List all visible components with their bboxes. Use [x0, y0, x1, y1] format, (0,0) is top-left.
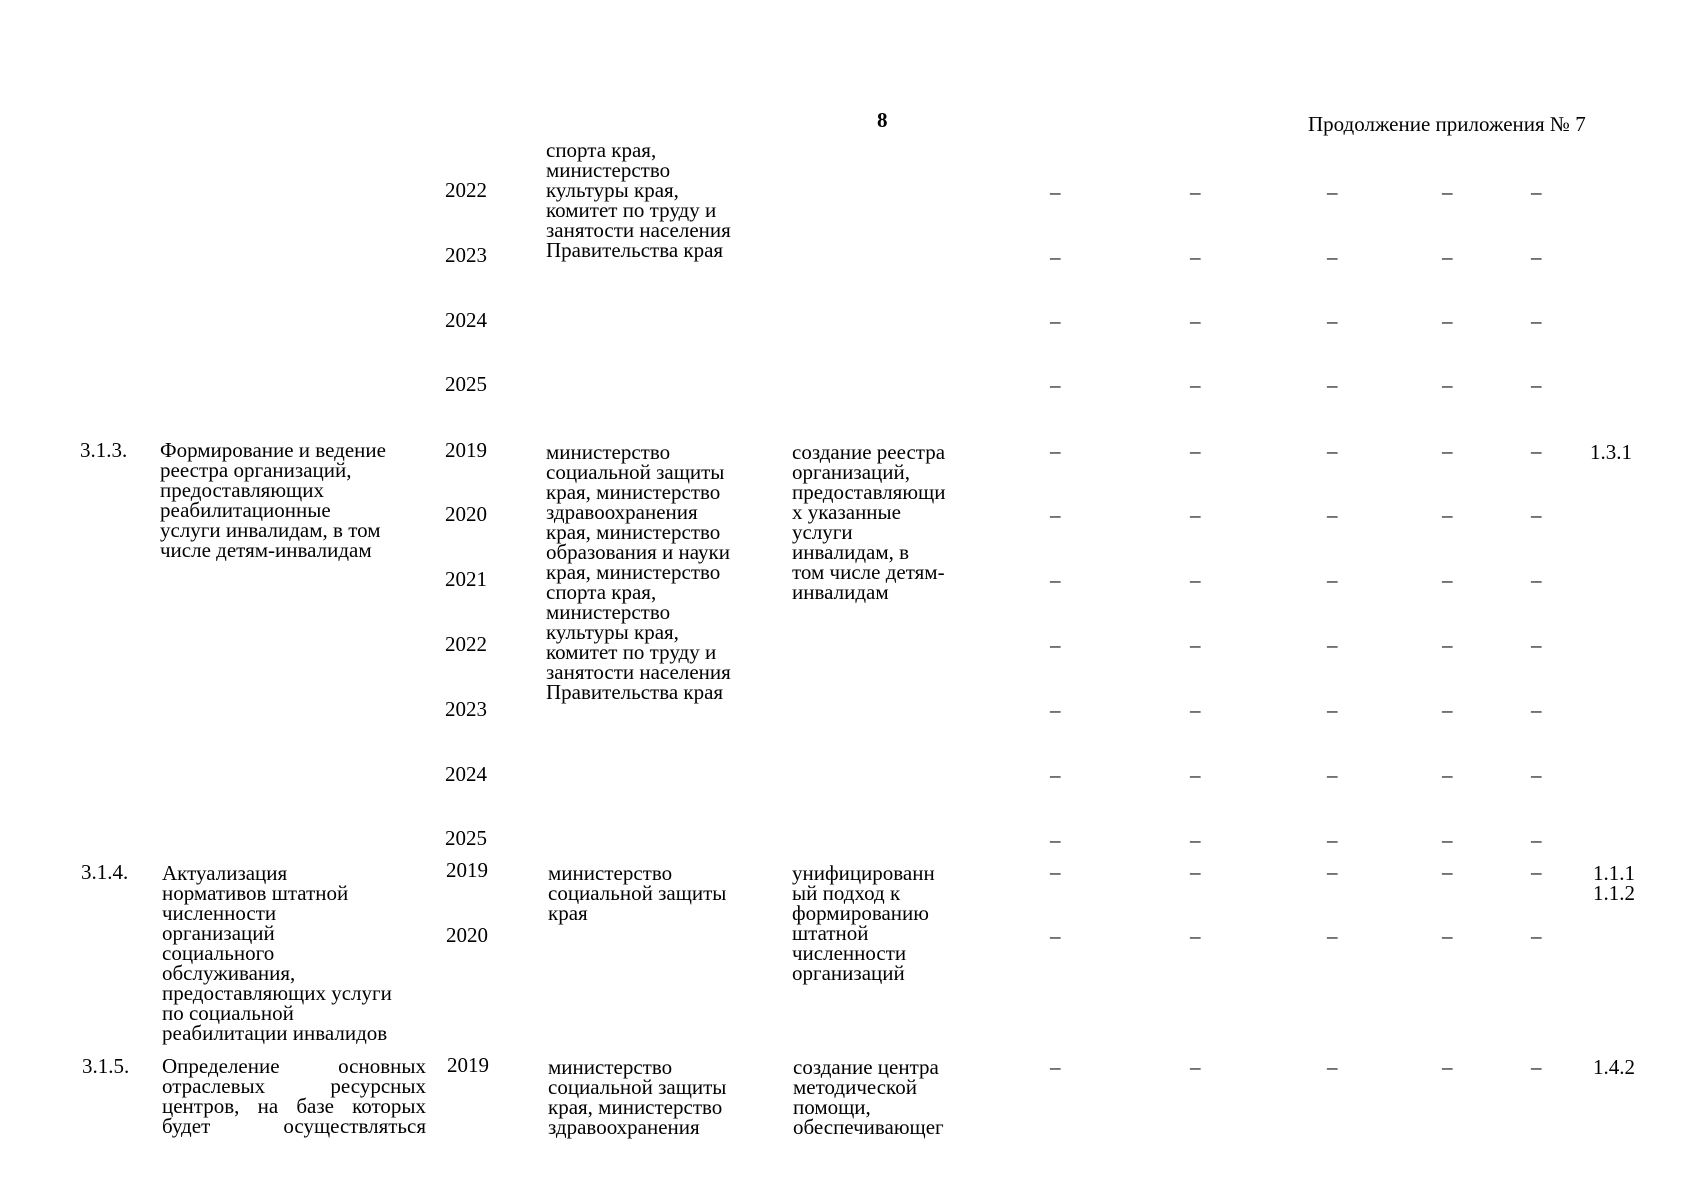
row-result: унифицированн ый подход к формированию штатной численности организаций [792, 861, 935, 985]
empty-value-dash: – [1190, 373, 1201, 397]
empty-value-dash: – [1442, 245, 1453, 269]
empty-value-dash: – [1531, 180, 1542, 204]
empty-value-dash: – [1531, 568, 1542, 592]
empty-value-dash: – [1442, 439, 1453, 463]
empty-value-dash: – [1190, 568, 1201, 592]
row-title: Определение основных отраслевых ресурсных центров, на базе которых будет осуществляться [162, 1054, 426, 1138]
year-cell: 2019 [446, 858, 488, 882]
empty-value-dash: – [1531, 439, 1542, 463]
row-title: Актуализация нормативов штатной численности организаций социального обслуживания, предоставляющих услуги по социальной реабилитации инвалидов [162, 861, 392, 1045]
row-indicator: 1.3.1 [1590, 440, 1632, 464]
year-cell: 2021 [445, 567, 487, 591]
empty-value-dash: – [1442, 503, 1453, 527]
empty-value-dash: – [1442, 180, 1453, 204]
empty-value-dash: – [1050, 763, 1061, 787]
empty-value-dash: – [1190, 503, 1201, 527]
empty-value-dash: – [1531, 633, 1542, 657]
empty-value-dash: – [1050, 633, 1061, 657]
year-cell: 2025 [445, 826, 487, 850]
continuation-caption: Продолжение приложения № 7 [1308, 112, 1586, 136]
empty-value-dash: – [1442, 924, 1453, 948]
empty-value-dash: – [1531, 1055, 1542, 1079]
empty-value-dash: – [1190, 763, 1201, 787]
empty-value-dash: – [1050, 309, 1061, 333]
empty-value-dash: – [1050, 439, 1061, 463]
row-result: создание центра методической помощи, обеспечивающег [793, 1055, 944, 1139]
empty-value-dash: – [1327, 180, 1338, 204]
empty-value-dash: – [1442, 373, 1453, 397]
year-cell: 2022 [445, 632, 487, 656]
empty-value-dash: – [1531, 245, 1542, 269]
empty-value-dash: – [1050, 698, 1061, 722]
empty-value-dash: – [1190, 309, 1201, 333]
year-cell: 2019 [447, 1053, 489, 1077]
empty-value-dash: – [1442, 568, 1453, 592]
empty-value-dash: – [1327, 1055, 1338, 1079]
page-number: 8 [877, 108, 888, 132]
empty-value-dash: – [1327, 828, 1338, 852]
empty-value-dash: – [1531, 763, 1542, 787]
empty-value-dash: – [1442, 763, 1453, 787]
empty-value-dash: – [1050, 245, 1061, 269]
empty-value-dash: – [1327, 633, 1338, 657]
empty-value-dash: – [1531, 698, 1542, 722]
empty-value-dash: – [1190, 828, 1201, 852]
year-cell: 2023 [445, 697, 487, 721]
empty-value-dash: – [1327, 924, 1338, 948]
empty-value-dash: – [1190, 924, 1201, 948]
empty-value-dash: – [1531, 924, 1542, 948]
empty-value-dash: – [1442, 1055, 1453, 1079]
year-cell: 2025 [445, 372, 487, 396]
empty-value-dash: – [1190, 439, 1201, 463]
empty-value-dash: – [1327, 503, 1338, 527]
empty-value-dash: – [1050, 180, 1061, 204]
row-executor: министерство социальной защиты края, министерство здравоохранения края, министерство образования и науки края, министерство спорта края, министерство культуры края, комитет по труду и занятости населения Правительства края [546, 440, 731, 704]
empty-value-dash: – [1050, 1055, 1061, 1079]
empty-value-dash: – [1190, 633, 1201, 657]
empty-value-dash: – [1531, 503, 1542, 527]
empty-value-dash: – [1327, 309, 1338, 333]
empty-value-dash: – [1050, 373, 1061, 397]
empty-value-dash: – [1190, 698, 1201, 722]
empty-value-dash: – [1050, 828, 1061, 852]
year-cell: 2020 [445, 502, 487, 526]
year-cell: 2022 [445, 178, 487, 202]
empty-value-dash: – [1327, 568, 1338, 592]
row-indicator: 1.4.2 [1593, 1055, 1635, 1079]
empty-value-dash: – [1442, 860, 1453, 884]
empty-value-dash: – [1190, 1055, 1201, 1079]
empty-value-dash: – [1531, 309, 1542, 333]
year-cell: 2024 [445, 308, 487, 332]
empty-value-dash: – [1327, 698, 1338, 722]
row-indicator: 1.1.1 1.1.2 [1593, 861, 1635, 905]
empty-value-dash: – [1442, 828, 1453, 852]
empty-value-dash: – [1050, 924, 1061, 948]
empty-value-dash: – [1442, 698, 1453, 722]
empty-value-dash: – [1327, 245, 1338, 269]
empty-value-dash: – [1442, 309, 1453, 333]
year-cell: 2023 [445, 243, 487, 267]
empty-value-dash: – [1050, 568, 1061, 592]
empty-value-dash: – [1190, 860, 1201, 884]
row-number: 3.1.5. [82, 1054, 130, 1078]
row-result: создание реестра организаций, предоставляющи х указанные услуги инвалидам, в том числе детям- инвалидам [792, 440, 946, 604]
empty-value-dash: – [1190, 180, 1201, 204]
empty-value-dash: – [1327, 763, 1338, 787]
empty-value-dash: – [1327, 373, 1338, 397]
empty-value-dash: – [1531, 373, 1542, 397]
row-executor: министерство социальной защиты края [548, 861, 727, 925]
year-cell: 2019 [445, 438, 487, 462]
row-title: Формирование и ведение реестра организаций, предоставляющих реабилитационные услуги инвалидам, в том числе детям-инвалидам [160, 438, 386, 562]
empty-value-dash: – [1050, 503, 1061, 527]
empty-value-dash: – [1327, 860, 1338, 884]
row-number: 3.1.4. [81, 860, 129, 884]
top-executor: спорта края, министерство культуры края, комитет по труду и занятости населения Правительства края [546, 138, 731, 262]
empty-value-dash: – [1190, 245, 1201, 269]
year-cell: 2024 [445, 762, 487, 786]
empty-value-dash: – [1531, 860, 1542, 884]
empty-value-dash: – [1327, 439, 1338, 463]
empty-value-dash: – [1531, 828, 1542, 852]
row-number: 3.1.3. [80, 438, 128, 462]
row-executor: министерство социальной защиты края, министерство здравоохранения [548, 1055, 727, 1139]
year-cell: 2020 [446, 923, 488, 947]
empty-value-dash: – [1050, 860, 1061, 884]
empty-value-dash: – [1442, 633, 1453, 657]
